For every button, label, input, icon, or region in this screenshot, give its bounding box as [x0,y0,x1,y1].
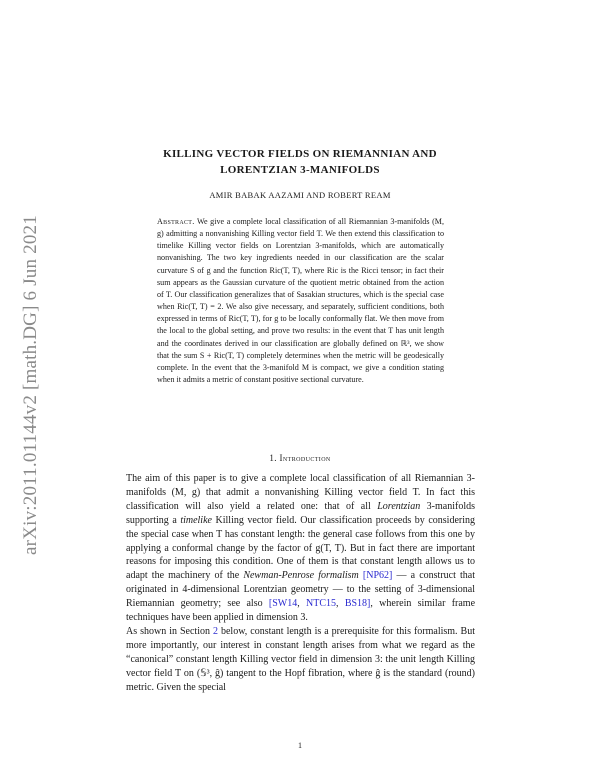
emphasis-timelike: timelike [180,514,212,526]
paragraph-2 [126,625,475,695]
paragraph-1-text-a: The aim of this paper is to give a complete local classification of all Riemannian 3-manifolds (M, g) that admit a nonvanishing Killing vector field T. In fact this classification will also yield a related one: that of all [126,473,475,512]
paragraph-1-text-e: — a construct that originated in 4-dimensional Lorentzian geometry — to the setting of 3-dimensional Riemannian geometry; see also [126,570,476,610]
body-text [126,472,475,695]
arxiv-identifier-text: arXiv:2011.01144v2 [math.DG] 6 Jun 2021 [20,215,42,555]
section-number: 1. [269,453,277,463]
title-line-1: KILLING VECTOR FIELDS ON RIEMANNIAN AND [163,148,437,160]
title-line-2: LORENTZIAN 3-MANIFOLDS [220,164,380,176]
section-2-reference[interactable]: 2 [212,625,218,637]
abstract-label: Abstract. [157,217,195,226]
emphasis-lorentzian: Lorentzian [377,500,421,512]
paragraph-1-text-c: Killing vector field. Our classification proceeds by considering the special case when T has constant length: the general case follows from this one by applying a conformal change by the factor of g(T, T). But in fact there are important reasons for imposing this condition. One of them is that constant length allows us to adapt the machinery of the [126,514,475,582]
citation-ntc15[interactable]: NTC15 [306,598,337,610]
paper-authors: AMIR BABAK AAZAMI AND ROBERT REAM [209,190,391,200]
paragraph-1-text-f: , wherein similar frame techniques have been applied in dimension 3. [126,598,476,624]
citation-bs18[interactable]: BS18] [344,598,371,610]
section-title: Introduction [279,453,331,463]
abstract [157,216,444,386]
paragraph-2-text-b: below, constant length is a prerequisite for this formalism. But more importantly, our interest in constant length arises from what we regard as the “canonical” constant length Killing vector field in dimension 3: the unit length Killing vector field T on (𝕊³, ĝ) tangent to the Hopf fibration, where ĝ is the standard (round) metric. Given the special [126,625,475,693]
paragraph-1-text-b: 3-manifolds supporting a [126,500,475,526]
section-heading [125,453,475,463]
page-number: 1 [298,741,302,750]
paragraph-2-text-a: As shown in Section [126,625,213,637]
paper-title [125,146,475,178]
paragraph-1: The aim of this paper is to give a complete local classification of all Riemannian 3-manifolds (M, g) that admit a nonvanishing Killing vector field T. In fact this classification will also yield a related one: that of all Lorentzian 3-manifolds supporting a timelike Killing vector field. Our classification proceeds by considering the special case when T has constant length: the general case follows from this one by applying a conformal change by the factor of g(T, T). But in fact there are important reasons for imposing this condition. One of them is that constant length allows us to adapt the machinery of the Newman-Penrose formalism [NP62] — a construct that originated in 4-dimensional Lorentzian geometry — to the setting of 3-dimensional Riemannian geometry; see also [SW14, NTC15, BS18], wherein similar frame techniques have been applied in dimension 3. [126,473,476,624]
emphasis-newman-penrose: Newman-Penrose formalism [243,570,359,582]
arxiv-identifier-stamp [18,185,44,585]
abstract-text: We give a complete local classification of all Riemannian 3-manifolds (M, g) admitting a nonvanishing Killing vector field T. We then extend this classification to timelike Killing vector fields on Lorentzian 3-manifolds, which are automatically nonvanishing. The two key ingredients needed in our classification are the scalar curvature S of g and the function Ric(T, T), where Ric is the Ricci tensor; in fact their sum appears as the Gaussian curvature of the quotient metric obtained from the action of T. Our classification generalizes that of Sasakian structures, which is the special case when Ric(T, T) = 2. We also give necessary, and separately, sufficient conditions, both expressed in terms of Ric(T, T), for g to be locally conformally flat. We then move from the local to the global setting, and prove two results: in the event that T has unit length and the coordinates derived in our classification are globally defined on ℝ³, we show that the sum S + Ric(T, T) completely determines when the metric will be geodesically complete. In the event that the 3-manifold M is compact, we give a condition stating when it admits a metric of constant positive sectional curvature. [157,217,444,385]
citation-sw14[interactable]: [SW14 [268,598,298,610]
citation-np62[interactable]: [NP62] [362,570,393,582]
